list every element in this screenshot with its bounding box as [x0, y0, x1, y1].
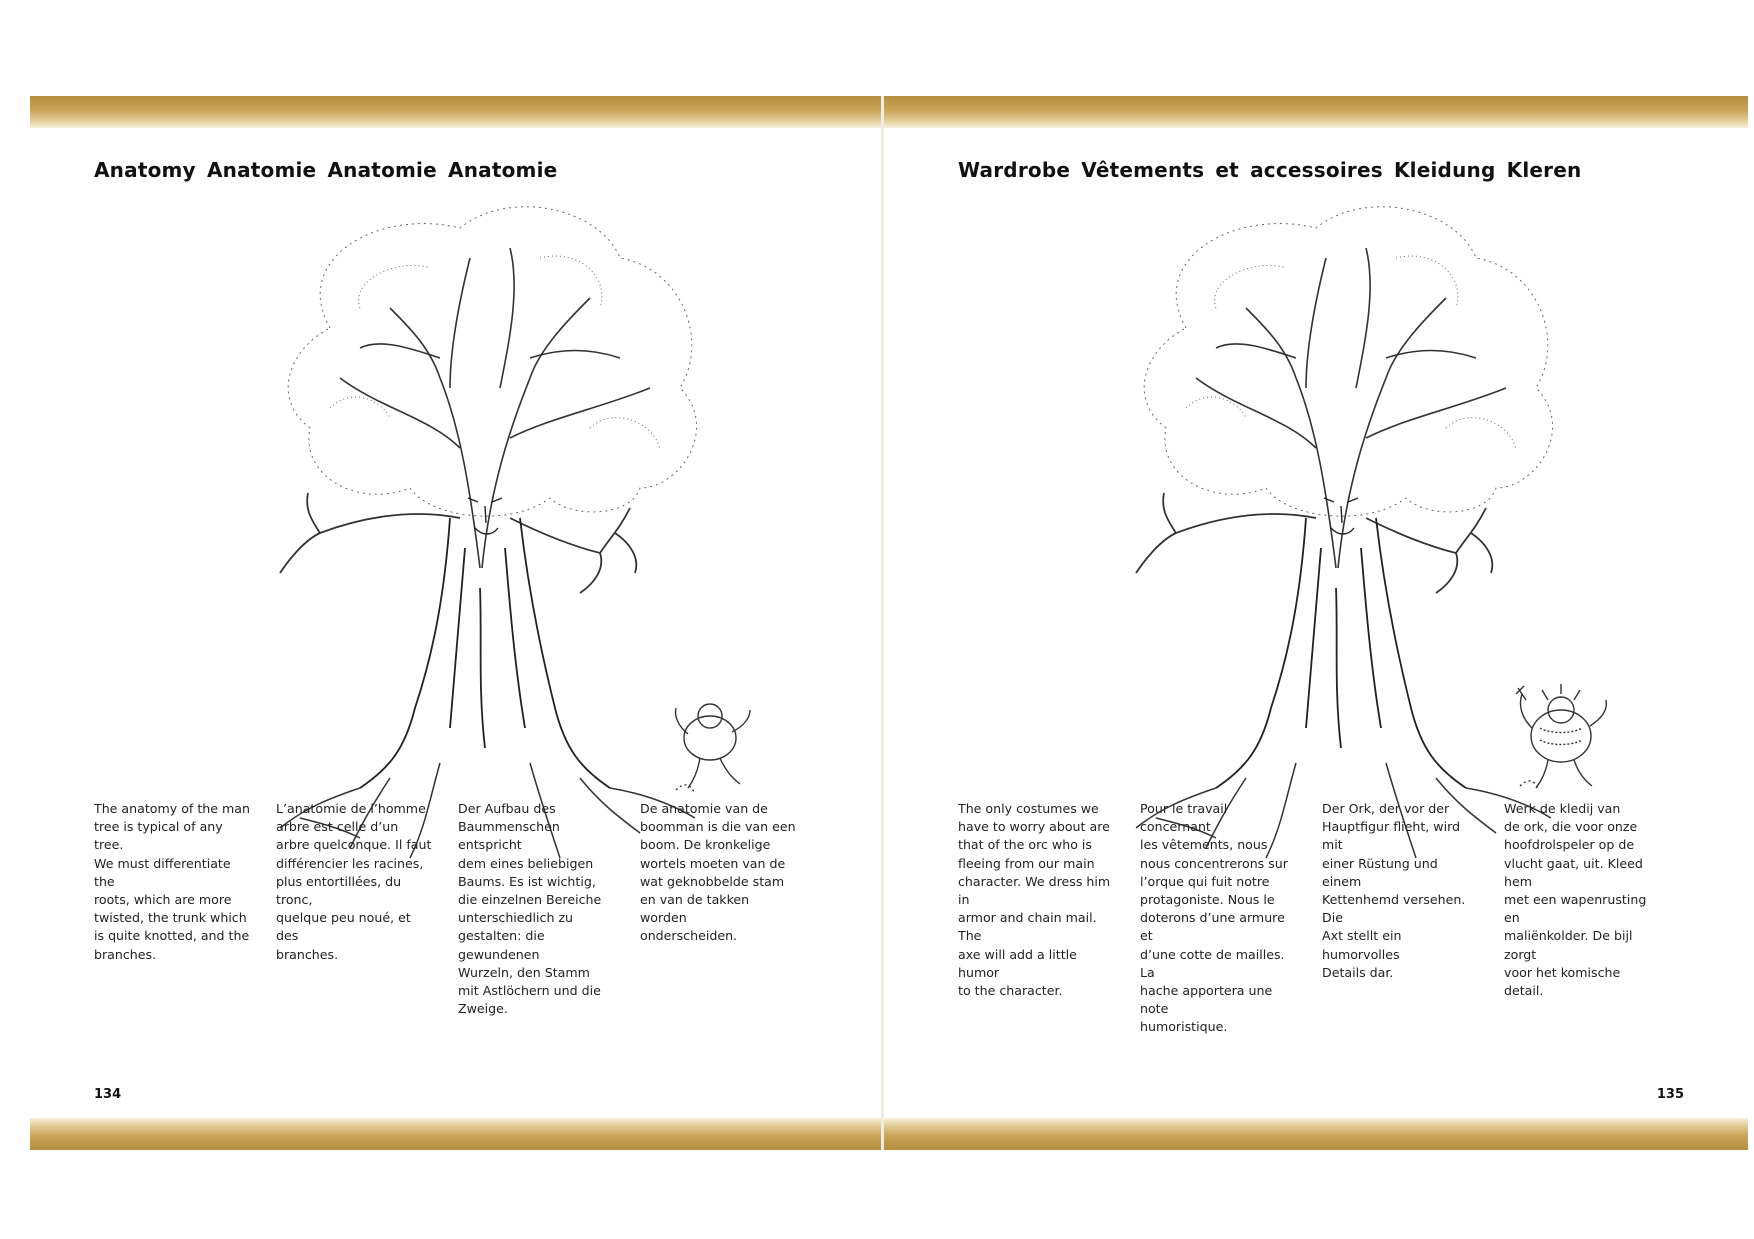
- bottom-gold-band: [30, 1118, 894, 1150]
- tree-branches: [340, 248, 650, 568]
- column-french: Pour le travail concernant les vêtements, nous nous concentrerons sur l’orque qui fuit notre protagoniste. Nous le doterons d’une armure et d’une cotte de mailles. La hache apportera une note humoristique.: [1140, 801, 1288, 1035]
- tree-arms: [1136, 493, 1492, 593]
- left-page: [30, 96, 894, 1150]
- page-number: 134: [94, 1087, 122, 1102]
- top-gold-band: [30, 96, 894, 128]
- column-english: The only costumes we have to worry about are that of the orc who is fleeing from our main character. We dress him in armor and chain mail. The axe will add a little humor to the character.: [958, 801, 1111, 999]
- top-gold-band: [884, 96, 1748, 128]
- text-columns: [94, 800, 822, 1018]
- column-dutch: Werk de kledij van de ork, die voor onze hoofdrolspeler op de vlucht gaat, uit. Kleed hem met een wapenrusting en maliënkolder. De bijl zorgt voor het komische detail.: [1504, 801, 1647, 999]
- page-number: 135: [1656, 1087, 1684, 1102]
- tree-trunk: [1216, 518, 1466, 788]
- tree-man-illustration: [210, 188, 770, 888]
- tree-foliage: [1144, 207, 1552, 516]
- text-columns: [958, 800, 1686, 1037]
- page-heading: Anatomy Anatomie Anatomie Anatomie: [94, 158, 558, 182]
- tree-branches: [1196, 248, 1506, 568]
- page-heading: Wardrobe Vêtements et accessoires Kleidung Kleren: [958, 158, 1582, 182]
- tree-arms: [280, 493, 636, 593]
- column-german: Der Aufbau des Baummenschen entspricht dem eines beliebigen Baums. Es ist wichtig, die einzelnen Bereiche unterschiedlich zu gestalten: die gewundenen Wurzeln, den Stamm mit Astlöchern und die Zweige.: [458, 801, 602, 1017]
- armored-orc: [1516, 684, 1606, 788]
- column-german: Der Ork, der vor der Hauptfigur flieht, wird mit einer Rüstung und einem Kettenhemd versehen. Die Axt stellt ein humorvolles Details dar.: [1322, 801, 1466, 980]
- tree-trunk: [360, 518, 610, 788]
- column-french: L’anatomie de l’homme arbre est celle d’un arbre quelconque. Il faut différencier les racines, plus entortillées, du tronc, quelque peu noué, et des branches.: [276, 801, 432, 962]
- tree-man-illustration: [1066, 188, 1626, 888]
- column-english: The anatomy of the man tree is typical of any tree. We must differentiate the roots, which are more twisted, the trunk which is quite knotted, and the branches.: [94, 801, 250, 962]
- column-dutch: De anatomie van de boomman is die van een boom. De kronkelige wortels moeten van de wat geknobbelde stam en van de takken worden onderscheiden.: [640, 801, 796, 944]
- bottom-gold-band: [884, 1118, 1748, 1150]
- tree-foliage: [288, 207, 696, 516]
- right-page: [884, 96, 1748, 1150]
- running-orc: [676, 704, 751, 792]
